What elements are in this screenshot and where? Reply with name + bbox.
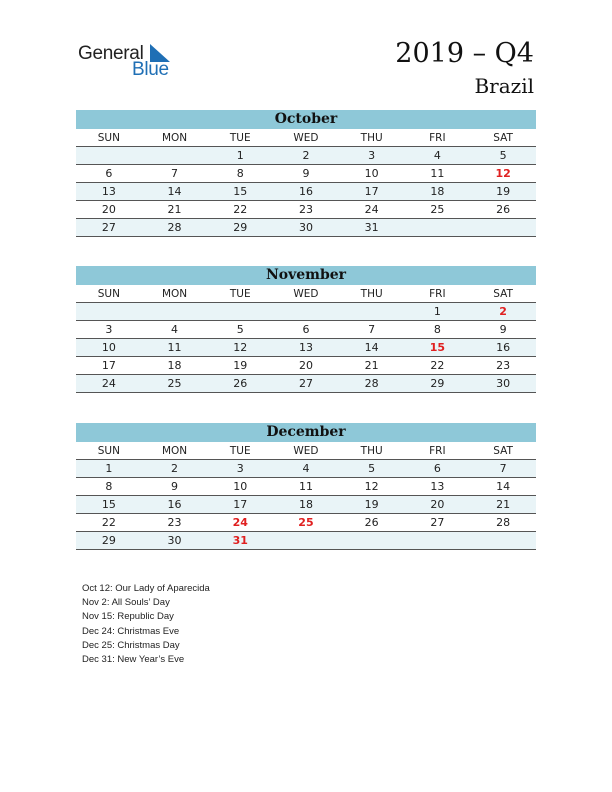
day-cell: 31 (339, 219, 405, 237)
week-row (76, 357, 536, 375)
weekday-header: SAT (470, 285, 536, 303)
weekday-header: THU (339, 129, 405, 147)
day-cell: 22 (405, 357, 471, 375)
month-december (76, 423, 536, 550)
weekday-header: SAT (470, 129, 536, 147)
day-cell: 3 (207, 460, 273, 478)
day-cell: 14 (142, 183, 208, 201)
day-cell: 23 (470, 357, 536, 375)
day-cell: 9 (470, 321, 536, 339)
day-cell (142, 303, 208, 321)
month-november (76, 266, 536, 393)
day-cell: 16 (273, 183, 339, 201)
day-cell: 24 (207, 514, 273, 532)
holiday-note: Dec 31: New Year’s Eve (82, 654, 185, 666)
day-cell: 28 (339, 375, 405, 393)
day-cell (339, 303, 405, 321)
weekday-header: TUE (207, 129, 273, 147)
logo-general-text: General (78, 43, 144, 64)
day-cell: 29 (207, 219, 273, 237)
week-row (76, 303, 536, 321)
day-cell (339, 532, 405, 550)
day-cell: 1 (405, 303, 471, 321)
day-cell: 5 (339, 460, 405, 478)
day-cell: 3 (339, 147, 405, 165)
day-cell: 12 (470, 165, 536, 183)
day-cell: 14 (339, 339, 405, 357)
holiday-note: Dec 25: Christmas Day (82, 639, 180, 651)
page-title: 2019 – Q4 (395, 38, 534, 69)
day-cell: 23 (273, 201, 339, 219)
day-cell: 7 (470, 460, 536, 478)
month-name: December (76, 423, 536, 442)
holiday-note: Dec 24: Christmas Eve (82, 625, 180, 637)
day-cell: 22 (207, 201, 273, 219)
day-cell: 16 (142, 496, 208, 514)
day-cell: 15 (76, 496, 142, 514)
day-cell: 27 (273, 375, 339, 393)
day-cell: 9 (273, 165, 339, 183)
day-cell: 13 (273, 339, 339, 357)
weekday-header: FRI (405, 285, 471, 303)
day-cell: 10 (339, 165, 405, 183)
day-cell: 6 (405, 460, 471, 478)
day-cell: 8 (76, 478, 142, 496)
week-row (76, 375, 536, 393)
day-cell: 4 (405, 147, 471, 165)
day-cell: 27 (405, 514, 471, 532)
week-row (76, 321, 536, 339)
week-row (76, 339, 536, 357)
weekday-header: WED (273, 285, 339, 303)
weekday-header: TUE (207, 442, 273, 460)
day-cell: 2 (142, 460, 208, 478)
country-label: Brazil (474, 74, 534, 98)
day-cell: 26 (339, 514, 405, 532)
day-cell: 26 (207, 375, 273, 393)
weekday-header: SUN (76, 129, 142, 147)
day-cell: 24 (76, 375, 142, 393)
day-cell: 7 (339, 321, 405, 339)
day-cell: 19 (339, 496, 405, 514)
week-row (76, 147, 536, 165)
month-name: November (76, 266, 536, 285)
day-cell: 19 (207, 357, 273, 375)
day-cell: 14 (470, 478, 536, 496)
day-cell (405, 219, 471, 237)
day-cell: 18 (273, 496, 339, 514)
day-cell: 10 (76, 339, 142, 357)
day-cell: 15 (405, 339, 471, 357)
calendar-table (76, 442, 536, 550)
day-cell: 2 (273, 147, 339, 165)
weekday-header: SUN (76, 442, 142, 460)
day-cell (273, 303, 339, 321)
day-cell: 8 (405, 321, 471, 339)
weekday-header: SAT (470, 442, 536, 460)
weekday-header: MON (142, 285, 208, 303)
day-cell: 4 (273, 460, 339, 478)
holiday-notes (82, 582, 210, 667)
holiday-note: Nov 15: Republic Day (82, 611, 174, 623)
day-cell (142, 147, 208, 165)
logo (78, 40, 188, 82)
week-row (76, 219, 536, 237)
week-row (76, 460, 536, 478)
day-cell: 12 (339, 478, 405, 496)
day-cell: 27 (76, 219, 142, 237)
day-cell: 8 (207, 165, 273, 183)
day-cell: 10 (207, 478, 273, 496)
day-cell: 21 (142, 201, 208, 219)
day-cell: 5 (470, 147, 536, 165)
weekday-header: WED (273, 129, 339, 147)
day-cell: 2 (470, 303, 536, 321)
day-cell: 20 (273, 357, 339, 375)
day-cell: 3 (76, 321, 142, 339)
day-cell: 1 (76, 460, 142, 478)
day-cell: 16 (470, 339, 536, 357)
day-cell: 5 (207, 321, 273, 339)
day-cell (207, 303, 273, 321)
day-cell: 17 (207, 496, 273, 514)
week-row (76, 201, 536, 219)
day-cell: 23 (142, 514, 208, 532)
week-row (76, 496, 536, 514)
day-cell: 29 (76, 532, 142, 550)
day-cell: 17 (76, 357, 142, 375)
day-cell (405, 532, 471, 550)
week-row (76, 183, 536, 201)
day-cell: 1 (207, 147, 273, 165)
day-cell (470, 219, 536, 237)
day-cell: 24 (339, 201, 405, 219)
month-name: October (76, 110, 536, 129)
day-cell: 30 (470, 375, 536, 393)
day-cell: 30 (273, 219, 339, 237)
day-cell: 11 (273, 478, 339, 496)
calendar-table (76, 285, 536, 393)
weekday-header: SUN (76, 285, 142, 303)
logo-blue-text: Blue (132, 59, 169, 80)
week-row (76, 514, 536, 532)
day-cell: 13 (76, 183, 142, 201)
weekday-header: FRI (405, 442, 471, 460)
day-cell: 9 (142, 478, 208, 496)
weekday-header: FRI (405, 129, 471, 147)
day-cell: 28 (142, 219, 208, 237)
day-cell: 17 (339, 183, 405, 201)
day-cell: 26 (470, 201, 536, 219)
day-cell: 18 (405, 183, 471, 201)
day-cell (76, 303, 142, 321)
day-cell: 29 (405, 375, 471, 393)
day-cell: 6 (273, 321, 339, 339)
day-cell: 21 (339, 357, 405, 375)
calendar-table (76, 129, 536, 237)
day-cell: 28 (470, 514, 536, 532)
day-cell: 19 (470, 183, 536, 201)
weekday-header: MON (142, 129, 208, 147)
day-cell: 25 (142, 375, 208, 393)
day-cell: 22 (76, 514, 142, 532)
day-cell: 7 (142, 165, 208, 183)
day-cell: 11 (405, 165, 471, 183)
day-cell: 21 (470, 496, 536, 514)
day-cell: 4 (142, 321, 208, 339)
day-cell: 25 (273, 514, 339, 532)
day-cell: 20 (405, 496, 471, 514)
week-row (76, 532, 536, 550)
holiday-note: Nov 2: All Souls’ Day (82, 597, 170, 609)
weekday-header: WED (273, 442, 339, 460)
week-row (76, 478, 536, 496)
day-cell: 31 (207, 532, 273, 550)
day-cell: 11 (142, 339, 208, 357)
day-cell: 25 (405, 201, 471, 219)
day-cell: 30 (142, 532, 208, 550)
day-cell: 15 (207, 183, 273, 201)
day-cell: 20 (76, 201, 142, 219)
day-cell: 18 (142, 357, 208, 375)
weekday-header: TUE (207, 285, 273, 303)
holiday-note: Oct 12: Our Lady of Aparecida (82, 583, 210, 594)
month-october (76, 110, 536, 237)
day-cell (273, 532, 339, 550)
weekday-header: THU (339, 442, 405, 460)
day-cell (470, 532, 536, 550)
day-cell: 13 (405, 478, 471, 496)
weekday-header: MON (142, 442, 208, 460)
day-cell: 12 (207, 339, 273, 357)
day-cell (76, 147, 142, 165)
weekday-header: THU (339, 285, 405, 303)
day-cell: 6 (76, 165, 142, 183)
week-row (76, 165, 536, 183)
